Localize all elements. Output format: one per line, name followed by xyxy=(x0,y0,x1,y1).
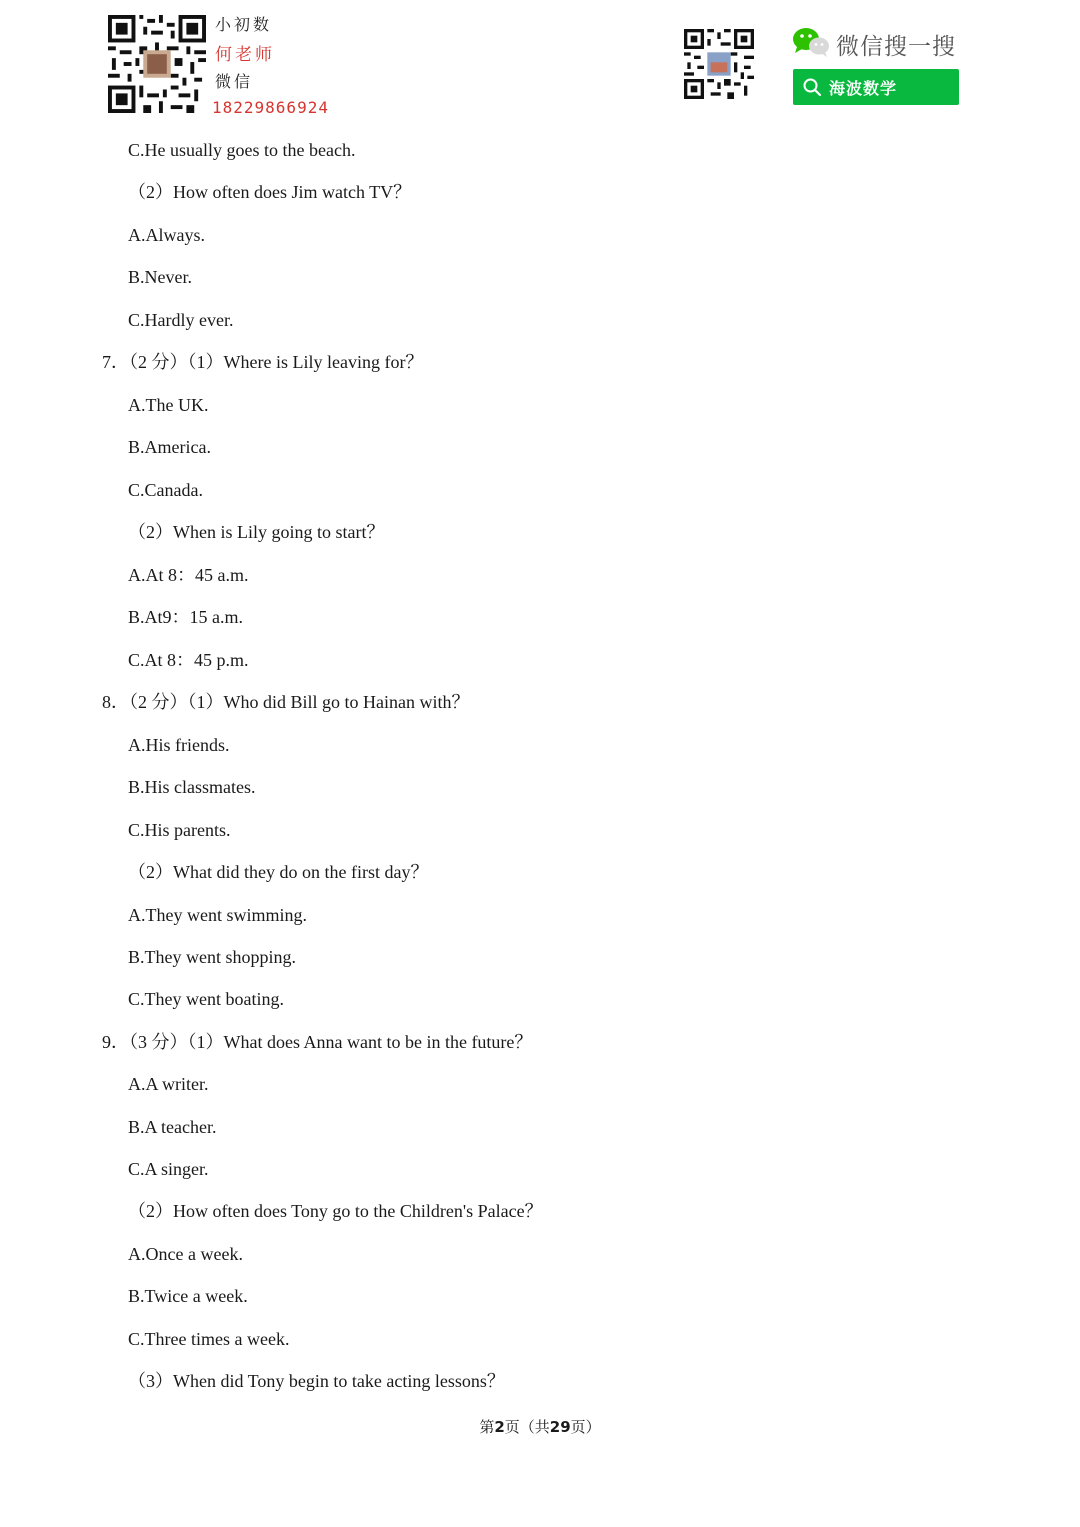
sub-question-line: （2）When is Lily going to start？ xyxy=(128,522,385,542)
footer-middle: 页（共 xyxy=(504,1418,550,1436)
option-line: C.They went boating. xyxy=(128,989,284,1009)
wechat-logo-icon xyxy=(792,26,830,58)
option-line: B.His classmates. xyxy=(128,777,256,797)
option-line: A.Once a week. xyxy=(128,1244,243,1264)
note-line-1: 小初数 xyxy=(215,15,273,34)
option-line: A.His friends. xyxy=(128,735,230,755)
qr-code-icon xyxy=(108,14,206,114)
sub-question-line: （2）How often does Jim watch TV？ xyxy=(128,182,412,202)
option-line: A.A writer. xyxy=(128,1074,209,1094)
question-line: 8．（2 分）（1）Who did Bill go to Hainan with？ xyxy=(102,692,470,712)
option-line: B.At9：15 a.m. xyxy=(128,607,243,627)
note-line-2: 何老师 xyxy=(215,45,275,65)
note-line-3: 微信 xyxy=(215,72,254,91)
question-line: 7．（2 分）（1）Where is Lily leaving for？ xyxy=(102,352,424,372)
question-line: 9．（3 分）（1）What does Anna want to be in the future？ xyxy=(102,1032,533,1052)
total-pages: 29 xyxy=(549,1418,571,1436)
sub-question-line: （2）What did they do on the first day？ xyxy=(128,862,429,882)
option-line: A.The UK. xyxy=(128,395,209,415)
qr-code-right xyxy=(684,29,754,99)
footer-prefix: 第 xyxy=(479,1418,495,1436)
option-line: C.Canada. xyxy=(128,480,203,500)
search-icon xyxy=(802,77,822,97)
option-line: B.A teacher. xyxy=(128,1117,217,1137)
option-line: B.Twice a week. xyxy=(128,1286,248,1306)
note-phone: 18229866924 xyxy=(212,98,329,117)
option-line: A.At 8：45 a.m. xyxy=(128,565,249,585)
option-line: B.America. xyxy=(128,437,211,457)
sub-question-line: （2）How often does Tony go to the Children's Palace？ xyxy=(128,1201,543,1221)
option-line: C.A singer. xyxy=(128,1159,209,1179)
current-page: 2 xyxy=(494,1418,505,1436)
option-line: C.At 8：45 p.m. xyxy=(128,650,249,670)
wechat-search-term: 海波数学 xyxy=(829,79,898,98)
option-line: A.They went swimming. xyxy=(128,905,307,925)
option-line: B.They went shopping. xyxy=(128,947,296,967)
option-line: B.Never. xyxy=(128,267,192,287)
wechat-search-button[interactable] xyxy=(793,69,959,105)
option-line: C.Three times a week. xyxy=(128,1329,290,1349)
page-number-footer xyxy=(0,1416,1080,1437)
qr-code-icon xyxy=(684,29,754,99)
option-line: C.His parents. xyxy=(128,820,231,840)
option-line: A.Always. xyxy=(128,225,205,245)
wechat-search-badge xyxy=(792,26,960,106)
footer-suffix: 页） xyxy=(570,1418,601,1436)
qr-code-left xyxy=(108,14,206,114)
wechat-search-label: 微信搜一搜 xyxy=(836,34,956,60)
option-line: C.Hardly ever. xyxy=(128,310,234,330)
sub-question-line: （3）When did Tony begin to take acting lessons？ xyxy=(128,1371,505,1391)
option-line: C.He usually goes to the beach. xyxy=(128,140,356,160)
